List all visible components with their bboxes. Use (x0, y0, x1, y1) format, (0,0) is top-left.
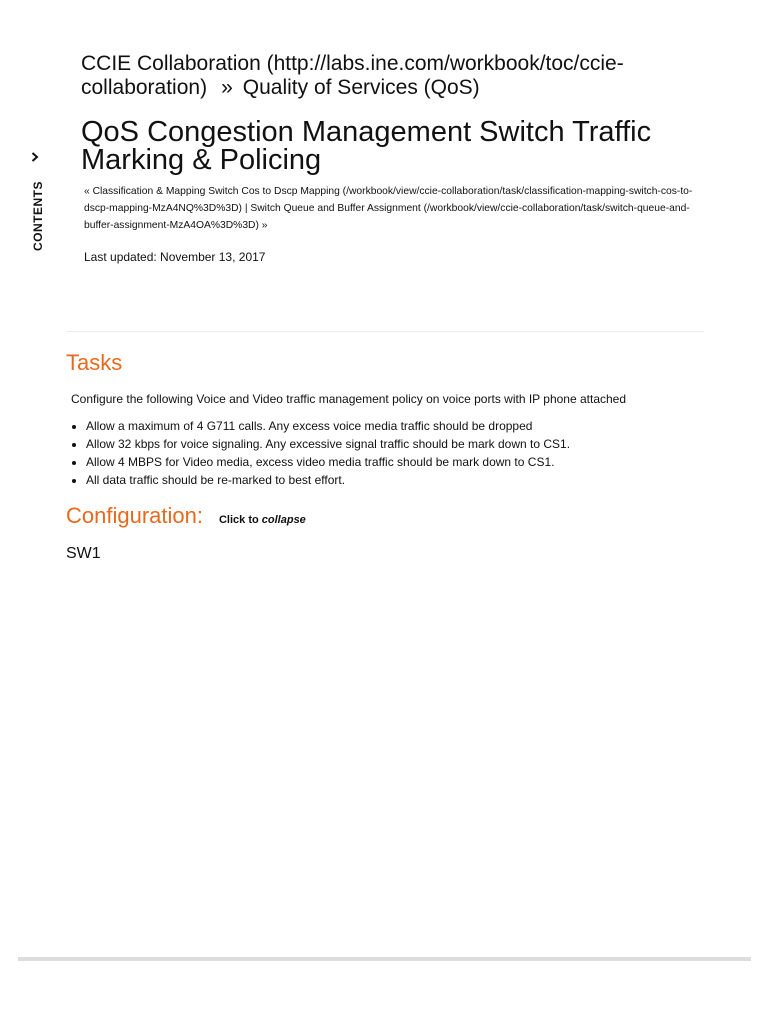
list-item: • Allow a maximum of 4 G711 calls. Any excess voice media traffic should be dropped (86, 417, 570, 435)
breadcrumb (81, 52, 721, 100)
list-item: • Allow 32 kbps for voice signaling. Any excessive signal traffic should be mark down to CS1. (86, 435, 570, 453)
tasks-list (66, 417, 570, 489)
prev-task-link[interactable]: « Classification & Mapping Switch Cos to Dscp Mapping (/workbook/view/ccie-collaboration/task/classification-mapping-switch-cos-to-dscp-mapping-MzA4NQ%3D%3D) (84, 186, 693, 214)
tasks-heading: Tasks (66, 350, 123, 375)
last-updated: Last updated: November 13, 2017 (84, 250, 266, 264)
divider (66, 331, 704, 332)
collapse-toggle-action: collapse (261, 514, 306, 526)
breadcrumb-separator: » (221, 76, 233, 99)
list-item: • All data traffic should be re-marked to best effort. (86, 471, 570, 489)
nav-separator: | (244, 203, 248, 214)
tasks-intro: Configure the following Voice and Video traffic management policy on voice ports with IP phone attached (71, 392, 627, 406)
contents-label: CONTENTS (31, 181, 45, 251)
bottom-divider (18, 957, 751, 961)
device-label: SW1 (66, 545, 101, 562)
configuration-heading: Configuration: (66, 503, 203, 528)
page-title: QoS Congestion Management Switch Traffic Marking & Policing (81, 116, 652, 176)
configuration-header (66, 503, 306, 529)
next-task-link[interactable]: Switch Queue and Buffer Assignment (/workbook/view/ccie-collaboration/task/switch-queue-and-buffer-assignment-MzA4OA%3D%3D) » (84, 203, 690, 231)
prev-next-nav (84, 183, 704, 234)
chevron-right-icon (31, 149, 39, 157)
breadcrumb-parent-link[interactable]: CCIE Collaboration (http://labs.ine.com/workbook/toc/ccie-collaboration) (81, 52, 624, 99)
collapse-toggle[interactable] (219, 514, 306, 526)
contents-toggle[interactable] (22, 145, 54, 255)
collapse-toggle-prefix: Click to (218, 514, 259, 526)
list-item: • Allow 4 MBPS for Video media, excess video media traffic should be mark down to CS1. (86, 453, 570, 471)
breadcrumb-current[interactable]: Quality of Services (QoS) (242, 76, 480, 99)
